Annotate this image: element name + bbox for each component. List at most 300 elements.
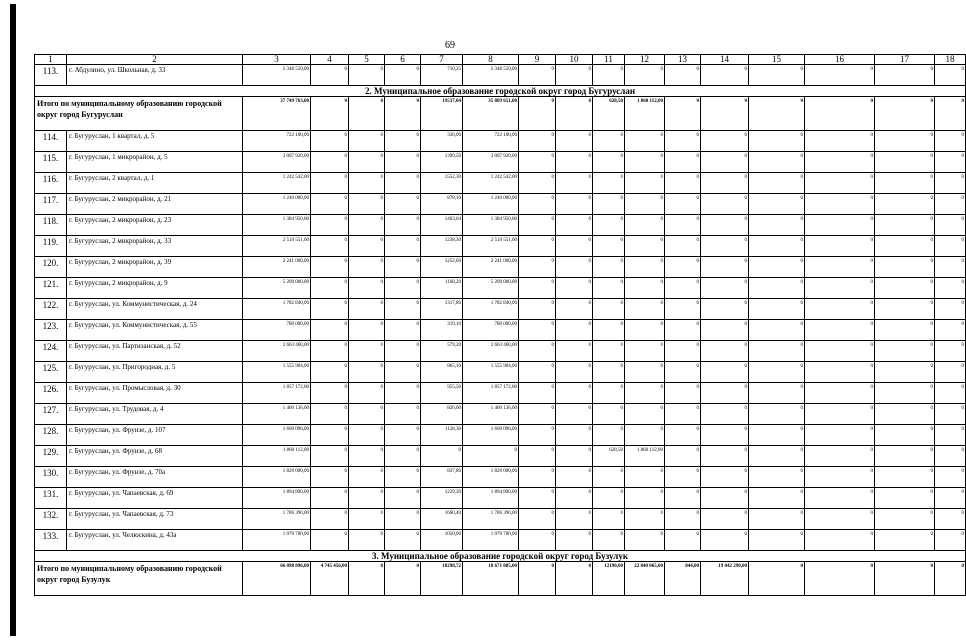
value-cell: 955,50: [421, 383, 463, 404]
value-cell: 0: [701, 299, 749, 320]
value-cell: 0: [519, 383, 556, 404]
total-value-cell: 0: [749, 562, 805, 596]
value-cell: 0: [625, 425, 665, 446]
value-cell: 0: [311, 425, 349, 446]
value-cell: 0: [701, 530, 749, 551]
value-cell: 0: [385, 341, 421, 362]
column-number: 17: [875, 55, 935, 65]
value-cell: 0: [385, 173, 421, 194]
value-cell: 2 241 000,00: [463, 257, 519, 278]
value-cell: 0: [625, 257, 665, 278]
value-cell: 0: [805, 173, 875, 194]
value-cell: 0: [749, 425, 805, 446]
row-number: 127.: [35, 404, 67, 425]
value-cell: 780 000,00: [243, 320, 311, 341]
value-cell: 2 348 550,00: [243, 65, 311, 86]
value-cell: 0: [519, 236, 556, 257]
row-number: 120.: [35, 257, 67, 278]
value-cell: 0: [349, 488, 385, 509]
value-cell: 0: [875, 215, 935, 236]
value-cell: 0: [556, 173, 593, 194]
value-cell: 0: [519, 530, 556, 551]
value-cell: 0: [701, 488, 749, 509]
value-cell: 0: [519, 467, 556, 488]
value-cell: 0: [385, 530, 421, 551]
value-cell: 0: [625, 194, 665, 215]
value-cell: 0: [593, 467, 625, 488]
address-cell: г. Бугуруслан, 2 микрорайон, д. 21: [67, 194, 243, 215]
total-value-cell: 0: [311, 97, 349, 131]
value-cell: 0: [805, 236, 875, 257]
value-cell: 1050,00: [421, 530, 463, 551]
value-cell: 0: [593, 530, 625, 551]
value-cell: 0: [805, 215, 875, 236]
value-cell: 0: [805, 488, 875, 509]
total-value-cell: 66 098 896,00: [243, 562, 311, 596]
address-cell: г. Бугуруслан, 2 квартал, д. 1: [67, 173, 243, 194]
value-cell: 2 519 551,00: [243, 236, 311, 257]
value-cell: 0: [749, 362, 805, 383]
value-cell: 0: [625, 509, 665, 530]
value-cell: 1 242 542,00: [463, 173, 519, 194]
value-cell: 0: [556, 215, 593, 236]
value-cell: 1 894 890,00: [463, 488, 519, 509]
value-cell: 0: [749, 257, 805, 278]
total-value-cell: 0: [556, 97, 593, 131]
value-cell: 0: [805, 362, 875, 383]
value-cell: 1168,20: [421, 278, 463, 299]
value-cell: 0: [556, 404, 593, 425]
value-cell: 0: [749, 173, 805, 194]
value-cell: 1 242 542,00: [243, 173, 311, 194]
value-cell: 1 894 890,00: [243, 488, 311, 509]
table-row: [35, 446, 966, 467]
value-cell: 0: [665, 278, 701, 299]
value-cell: 0: [875, 278, 935, 299]
value-cell: 0: [875, 341, 935, 362]
row-number: 114.: [35, 131, 67, 152]
total-value-cell: 0: [519, 562, 556, 596]
value-cell: 0: [935, 65, 966, 86]
value-cell: 0: [593, 257, 625, 278]
value-cell: 0: [556, 236, 593, 257]
column-number: 1: [35, 55, 67, 65]
value-cell: 628,50: [593, 446, 625, 467]
value-cell: 0: [556, 320, 593, 341]
value-cell: 0: [593, 65, 625, 86]
value-cell: 0: [749, 236, 805, 257]
value-cell: 0: [556, 65, 593, 86]
value-cell: 0: [625, 152, 665, 173]
value-cell: 0: [593, 173, 625, 194]
value-cell: 0: [665, 446, 701, 467]
value-cell: 0: [519, 173, 556, 194]
value-cell: 0: [519, 341, 556, 362]
table-row: [35, 341, 966, 362]
value-cell: 0: [665, 404, 701, 425]
value-cell: 0: [935, 152, 966, 173]
value-cell: 0: [935, 215, 966, 236]
value-cell: 0: [519, 446, 556, 467]
value-cell: 0: [519, 65, 556, 86]
row-number: 125.: [35, 362, 67, 383]
value-cell: 2 663 460,00: [243, 341, 311, 362]
value-cell: 0: [665, 341, 701, 362]
value-cell: 0: [385, 425, 421, 446]
value-cell: 1 660 096,00: [243, 425, 311, 446]
total-value-cell: 0: [385, 97, 421, 131]
value-cell: 0: [805, 446, 875, 467]
value-cell: 0: [749, 131, 805, 152]
value-cell: 0: [749, 467, 805, 488]
value-cell: 0: [349, 530, 385, 551]
value-cell: 0: [805, 257, 875, 278]
value-cell: 0: [701, 131, 749, 152]
value-cell: 0: [311, 383, 349, 404]
row-number: 133.: [35, 530, 67, 551]
value-cell: 0: [875, 362, 935, 383]
value-cell: 0: [665, 299, 701, 320]
value-cell: 1317,80: [421, 299, 463, 320]
value-cell: 0: [385, 362, 421, 383]
address-cell: г. Бугуруслан, 2 микрорайон, д. 39: [67, 257, 243, 278]
table-row: [35, 404, 966, 425]
value-cell: 0: [593, 509, 625, 530]
column-number: 3: [243, 55, 311, 65]
value-cell: 0: [311, 299, 349, 320]
value-cell: 0: [311, 278, 349, 299]
value-cell: 1399,50: [421, 152, 463, 173]
value-cell: 0: [311, 215, 349, 236]
value-cell: 1 460 136,00: [243, 404, 311, 425]
value-cell: 1 460 136,00: [463, 404, 519, 425]
value-cell: 0: [593, 425, 625, 446]
value-cell: 0: [625, 299, 665, 320]
value-cell: 0: [349, 425, 385, 446]
address-cell: г. Бугуруслан, ул. Фрунзе, д. 70а: [67, 467, 243, 488]
value-cell: 1 782 840,00: [463, 299, 519, 320]
value-cell: 1 555 904,00: [243, 362, 311, 383]
address-cell: г. Бугуруслан, ул. Партизанская, д. 52: [67, 341, 243, 362]
value-cell: 0: [875, 509, 935, 530]
value-cell: 0: [556, 341, 593, 362]
value-cell: 722 100,00: [243, 131, 311, 152]
value-cell: 0: [805, 131, 875, 152]
value-cell: 0: [556, 488, 593, 509]
column-number-row: [35, 55, 966, 65]
value-cell: 0: [701, 425, 749, 446]
total-row: [35, 97, 966, 131]
value-cell: 0: [349, 509, 385, 530]
value-cell: 0: [385, 215, 421, 236]
total-value-cell: 37 749 763,00: [243, 97, 311, 131]
address-cell: г. Бугуруслан, 1 квартал, д. 5: [67, 131, 243, 152]
value-cell: 0: [349, 467, 385, 488]
value-cell: 0: [311, 236, 349, 257]
value-cell: 0: [311, 488, 349, 509]
value-cell: 0: [935, 488, 966, 509]
address-cell: г. Абдулино, ул. Школьная, д. 33: [67, 65, 243, 86]
column-number: 14: [701, 55, 749, 65]
value-cell: 0: [701, 320, 749, 341]
value-cell: 0: [805, 383, 875, 404]
value-cell: 0: [805, 194, 875, 215]
value-cell: 0: [593, 194, 625, 215]
value-cell: 0: [593, 362, 625, 383]
value-cell: 0: [665, 173, 701, 194]
value-cell: 1 070 700,00: [243, 530, 311, 551]
value-cell: 0: [625, 341, 665, 362]
section-header-row: [35, 86, 966, 97]
value-cell: 0: [519, 299, 556, 320]
value-cell: 0: [421, 446, 463, 467]
table-row: [35, 299, 966, 320]
value-cell: 0: [749, 383, 805, 404]
value-cell: 0: [349, 278, 385, 299]
value-cell: 1 555 904,00: [463, 362, 519, 383]
value-cell: 0: [875, 65, 935, 86]
total-value-cell: 0: [805, 97, 875, 131]
row-number: 126.: [35, 383, 67, 404]
value-cell: 0: [593, 488, 625, 509]
value-cell: 1 786 390,00: [463, 509, 519, 530]
value-cell: 0: [701, 173, 749, 194]
table-row: [35, 131, 966, 152]
value-cell: 0: [749, 299, 805, 320]
value-cell: 1252,60: [421, 257, 463, 278]
row-number: 129.: [35, 446, 67, 467]
value-cell: 0: [935, 341, 966, 362]
value-cell: 0: [665, 215, 701, 236]
table-row: [35, 383, 966, 404]
value-cell: 0: [593, 320, 625, 341]
value-cell: 0: [665, 257, 701, 278]
value-cell: 0: [805, 65, 875, 86]
value-cell: 0: [556, 362, 593, 383]
value-cell: 1 384 950,00: [463, 215, 519, 236]
value-cell: 0: [556, 131, 593, 152]
value-cell: 0: [593, 152, 625, 173]
value-cell: 3 007 920,00: [463, 152, 519, 173]
value-cell: 0: [935, 467, 966, 488]
value-cell: 710,25: [421, 65, 463, 86]
value-cell: 0: [625, 173, 665, 194]
value-cell: 1128,30: [421, 425, 463, 446]
column-number: 18: [935, 55, 966, 65]
value-cell: 0: [701, 446, 749, 467]
value-cell: 0: [665, 467, 701, 488]
value-cell: 0: [593, 383, 625, 404]
table-row: [35, 194, 966, 215]
value-cell: 579,20: [421, 341, 463, 362]
value-cell: 0: [593, 236, 625, 257]
address-cell: г. Бугуруслан, ул. Фрунзе, д. 107: [67, 425, 243, 446]
value-cell: 0: [935, 509, 966, 530]
value-cell: 0: [519, 131, 556, 152]
column-number: 8: [463, 55, 519, 65]
value-cell: 0: [385, 446, 421, 467]
table-row: [35, 278, 966, 299]
value-cell: 0: [665, 488, 701, 509]
value-cell: 0: [556, 509, 593, 530]
value-cell: 0: [935, 299, 966, 320]
value-cell: 0: [935, 404, 966, 425]
value-cell: 1 860 112,00: [243, 446, 311, 467]
total-value-cell: 0: [749, 97, 805, 131]
value-cell: 0: [805, 509, 875, 530]
value-cell: 0: [701, 257, 749, 278]
value-cell: 1660,40: [421, 509, 463, 530]
value-cell: 0: [349, 194, 385, 215]
value-cell: 0: [665, 152, 701, 173]
value-cell: 0: [625, 362, 665, 383]
value-cell: 0: [935, 236, 966, 257]
address-cell: г. Бугуруслан, ул. Пригородная, д. 5: [67, 362, 243, 383]
value-cell: 0: [935, 194, 966, 215]
value-cell: 0: [805, 404, 875, 425]
value-cell: 0: [935, 446, 966, 467]
value-cell: 1 857 172,00: [463, 383, 519, 404]
table-row: [35, 173, 966, 194]
table-row: [35, 467, 966, 488]
value-cell: 0: [349, 299, 385, 320]
column-number: 7: [421, 55, 463, 65]
row-number: 128.: [35, 425, 67, 446]
value-cell: 0: [349, 362, 385, 383]
total-label: Итого по муниципальному образованию городской округ город Бугуруслан: [35, 97, 243, 131]
total-value-cell: 12190,00: [593, 562, 625, 596]
value-cell: 0: [311, 362, 349, 383]
row-number: 121.: [35, 278, 67, 299]
value-cell: 722 100,00: [463, 131, 519, 152]
value-cell: 0: [935, 320, 966, 341]
value-cell: 0: [701, 362, 749, 383]
total-value-cell: 0: [875, 562, 935, 596]
value-cell: 0: [349, 236, 385, 257]
value-cell: 0: [593, 131, 625, 152]
value-cell: 0: [875, 467, 935, 488]
value-cell: 0: [805, 530, 875, 551]
value-cell: 0: [935, 530, 966, 551]
address-cell: г. Бугуруслан, 2 микрорайон, д. 33: [67, 236, 243, 257]
value-cell: 0: [875, 383, 935, 404]
value-cell: 837,80: [421, 467, 463, 488]
total-value-cell: 19537,04: [421, 97, 463, 131]
value-cell: 0: [311, 152, 349, 173]
value-cell: 0: [349, 446, 385, 467]
value-cell: 0: [749, 341, 805, 362]
value-cell: 0: [556, 425, 593, 446]
table-row: [35, 530, 966, 551]
row-number: 123.: [35, 320, 67, 341]
table-row: [35, 236, 966, 257]
value-cell: 0: [556, 278, 593, 299]
value-cell: 0: [701, 509, 749, 530]
value-cell: 0: [701, 467, 749, 488]
total-value-cell: 0: [665, 97, 701, 131]
value-cell: 0: [593, 404, 625, 425]
value-cell: 0: [625, 467, 665, 488]
value-cell: 0: [935, 131, 966, 152]
value-cell: 0: [625, 215, 665, 236]
value-cell: 0: [519, 257, 556, 278]
row-number: 122.: [35, 299, 67, 320]
value-cell: 0: [349, 131, 385, 152]
value-cell: 0: [519, 488, 556, 509]
value-cell: 0: [701, 404, 749, 425]
value-cell: 1 786 390,00: [243, 509, 311, 530]
value-cell: 0: [385, 257, 421, 278]
value-cell: 0: [935, 425, 966, 446]
value-cell: 0: [593, 215, 625, 236]
value-cell: 0: [749, 320, 805, 341]
value-cell: 0: [625, 320, 665, 341]
total-value-cell: 0: [385, 562, 421, 596]
address-cell: г. Бугуруслан, ул. Коммунистическая, д. 24: [67, 299, 243, 320]
value-cell: 0: [875, 446, 935, 467]
value-cell: 0: [701, 383, 749, 404]
value-cell: 0: [805, 152, 875, 173]
value-cell: 0: [875, 530, 935, 551]
total-value-cell: 0: [935, 562, 966, 596]
value-cell: 0: [385, 65, 421, 86]
value-cell: 0: [701, 341, 749, 362]
value-cell: 1 660 096,00: [463, 425, 519, 446]
value-cell: 0: [665, 236, 701, 257]
table-row: [35, 488, 966, 509]
column-number: 16: [805, 55, 875, 65]
address-cell: г. Бугуруслан, 2 микрорайон, д. 9: [67, 278, 243, 299]
value-cell: 0: [875, 299, 935, 320]
value-cell: 0: [349, 152, 385, 173]
value-cell: 0: [463, 446, 519, 467]
value-cell: 0: [349, 215, 385, 236]
value-cell: 0: [665, 509, 701, 530]
value-cell: 0: [311, 509, 349, 530]
total-value-cell: 35 889 651,00: [463, 97, 519, 131]
value-cell: 0: [556, 152, 593, 173]
row-number: 119.: [35, 236, 67, 257]
total-value-cell: 628,50: [593, 97, 625, 131]
value-cell: 0: [749, 488, 805, 509]
address-cell: г. Бугуруслан, ул. Промысловая, д. 30: [67, 383, 243, 404]
value-cell: 0: [311, 131, 349, 152]
value-cell: 1229,20: [421, 488, 463, 509]
column-number: 5: [349, 55, 385, 65]
value-cell: 0: [349, 65, 385, 86]
value-cell: 0: [875, 488, 935, 509]
value-cell: 1 070 700,00: [463, 530, 519, 551]
value-cell: 0: [701, 278, 749, 299]
value-cell: 0: [749, 278, 805, 299]
value-cell: 0: [805, 425, 875, 446]
address-cell: г. Бугуруслан, 1 микрорайон, д. 5: [67, 152, 243, 173]
value-cell: 0: [311, 194, 349, 215]
value-cell: 0: [625, 404, 665, 425]
value-cell: 0: [556, 257, 593, 278]
value-cell: 5 200 000,00: [243, 278, 311, 299]
value-cell: 0: [875, 257, 935, 278]
table-row: [35, 509, 966, 530]
value-cell: 1463,64: [421, 215, 463, 236]
total-value-cell: 10298,72: [421, 562, 463, 596]
total-value-cell: 18 671 085,00: [463, 562, 519, 596]
value-cell: 0: [625, 530, 665, 551]
value-cell: 0: [875, 173, 935, 194]
value-cell: 0: [749, 152, 805, 173]
address-cell: г. Бугуруслан, ул. Чапаевская, д. 73: [67, 509, 243, 530]
value-cell: 2 519 551,00: [463, 236, 519, 257]
